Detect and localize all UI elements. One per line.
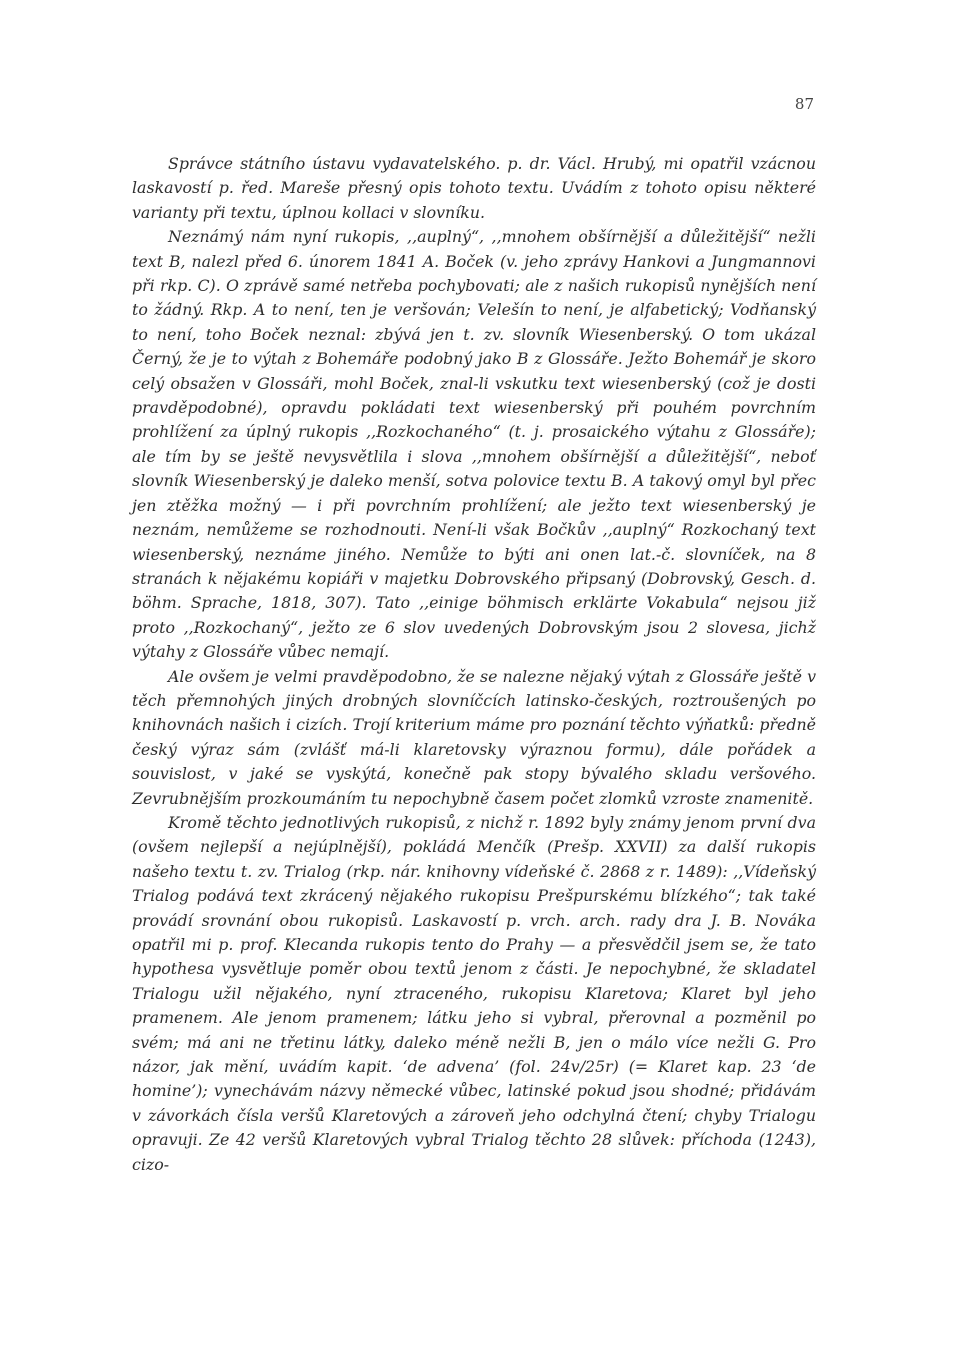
paragraph: Správce státního ústavu vydavatelského. p. dr. Václ. Hrubý, mi opatřil vzácnou laskavostí p. řed. Mareše přesný opis tohoto textu. Uvádím z tohoto opisu některé varianty při textu, úplnou kollaci v slovníku. [132,154,816,222]
paragraph: Neznámý nám nyní rukopis, ,,auplný“, ,,mnohem obšírnější a důležitější“ nežli text B, nalezl před 6. únorem 1841 A. Boček (v. jeho zprávy Hankovi a Jungmannovi při rkp. C). O zprávě samé netřeba pochybovati; ale z našich rukopisů nynějších není to žádný. Rkp. A to není, ten je veršován; Velešín to není, je alfabetický; Vodňanský to není, toho Boček neznal: zbývá jen t. zv. slovník Wiesenberský. O tom ukázal Černý, že je to výtah z Bohemáře podobný jako B z Glossáře. Ježto Bohemář je skoro celý obsažen v Glossáři, mohl Boček, znal-li vskutku text wiesenberský (což je dosti pravděpodobné), opravdu pokládati text wiesenberský při pouhém povrchním prohlížení za úplný rukopis ,,Rozkochaného“ (t. j. prosaického výtahu z Glossáře); ale tím by se ještě nevysvětlila i slova ,,mnohem obšírnější a důležitější“, neboť slovník Wiesenberský je daleko menší, sotva polovice textu B. A takový omyl byl přec jen ztěžka možný — i při povrchním prohlížení; ale ježto text wiesenberský je neznám, nemůžeme se rozhodnouti. Není-li však Bočkův ,,auplný“ Rozkochaný text wiesenberský, neznáme jiného. Nemůže to býti ani onen lat.-č. slovníček, na 8 stranách k nějakému kopiáři v majetku Dobrovského připsaný (Dobrovský, Gesch. d. böhm. Sprache, 1818, 307). Tato ,,einige böhmisch erklärte Vokabula“ nejsou již proto ,,Rozkochaný“, ježto ze 6 slov uvedených Dobrovským jsou 2 slovesa, jichž výtahy z Glossáře vůbec nemají. [132,227,816,662]
paragraph: Ale ovšem je velmi pravděpodobno, že se nalezne nějaký výtah z Glossáře ještě v těch přemnohých jiných drobných slovníčcích latinsko-českých, roztroušených po knihovnách našich i cizích. Trojí kriterium máme pro poznání těchto výňatků: předně český výraz sám (zvlášť má-li klaretovsky výraznou formu), dále pořádek a souvislost, v jaké se vyskýtá, konečně pak stopy bývalého skladu veršového. Zevrubnějším prozkoumáním tu nepochybně časem počet zlomků vzroste znamenitě. [132,666,816,808]
body-text [132,152,816,1177]
page-number: 87 [794,95,814,113]
paragraph: Kromě těchto jednotlivých rukopisů, z nichž r. 1892 byly známy jenom první dva (ovšem nejlepší a nejúplnější), pokládá Menčík (Prešp. XXVII) za další rukopis našeho textu t. zv. Trialog (rkp. nár. knihovny vídeňské č. 2868 z r. 1489): ,,Vídeňský Trialog podává text zkrácený nějakého rukopisu Prešpurskému blízkého“; tak také provádí srovnání obou rukopisů. Laskavostí p. vrch. arch. rady dra J. B. Nováka opatřil mi p. prof. Klecanda rukopis tento do Prahy — a přesvědčil jsem se, že tato hypothesa vysvětluje poměr obou textů jenom z části. Je nepochybné, že skladatel Trialogu užil nějakého, nyní ztraceného, rukopisu Klaretova; Klaret byl jeho pramenem. Ale jenom pramenem; látku jeho si vybral, přerovnal a pozměnil po svém; má ani ne třetinu látky, daleko méně nežli B, jen o málo více nežli G. Pro názor, jak mění, uvádím kapit. ‘de advena’ (fol. 24v/25r) (= Klaret kap. 23 ‘de homine’); vynechávám názvy německé vůbec, latinské pokud jsou shodné; přidávám v závorkách čísla veršů Klaretových a zároveň jeho odchylná čtení; chyby Trialogu opravuji. Ze 42 veršů Klaretových vybral Trialog těchto 28 slůvek: příchoda (1243), cizo- [132,812,816,1174]
